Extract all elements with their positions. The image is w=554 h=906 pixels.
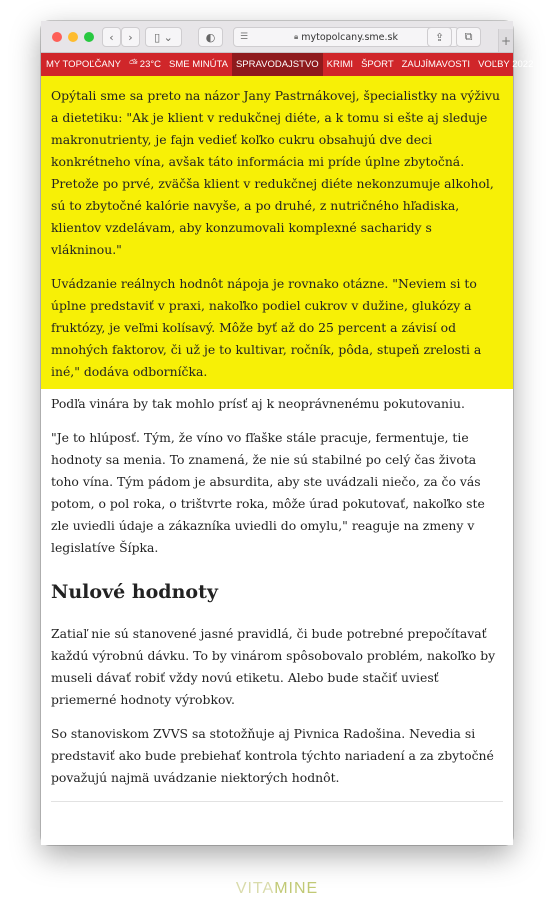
nav-item-sport[interactable] [357,53,398,76]
article-body [41,389,513,789]
forward-button[interactable] [121,27,140,47]
article-paragraph: Podľa vinára by tak mohlo prísť aj k neoprávnenému pokutovaniu. [51,396,465,411]
window-controls [52,32,94,42]
nav-label: SME MINÚTA [169,59,228,70]
sidebar-icon: ▯ ⌄ [154,30,173,44]
chevron-right-icon: › [128,30,133,44]
site-navigation [41,53,534,76]
close-window-button[interactable] [52,32,62,42]
url-text: mytopolcany.sme.sk [301,31,399,43]
minimize-window-button[interactable] [68,32,78,42]
article-paragraph: So stanoviskom ZVVS sa stotožňuje aj Pivnica Radošina. Nevedia si predstaviť ako bude prebiehať kontrola týchto nariadení a za zbytočné považujú najmä uvádzanie niektorých hodnôt. [51,726,494,785]
highlighted-quote-box [41,76,513,389]
temperature-label: 23°C [139,59,162,70]
new-tab-button[interactable] [498,29,513,52]
maximize-window-button[interactable] [84,32,94,42]
privacy-button[interactable] [198,27,223,47]
divider [51,801,503,802]
section-heading: Nulové hodnoty [51,581,218,603]
shield-icon: ◐ [205,30,216,44]
nav-item-home[interactable] [41,53,125,76]
plus-icon: + [500,33,512,48]
article-content [41,76,513,845]
article-paragraph: Uvádzanie reálnych hodnôt nápoja je rovnako otázne. "Neviem si to úplne predstaviť v praxi, nakoľko podiel cukrov v dužine, glukózy a fruktózy, je veľmi kolísavý. Môže byť až do 25 percent a závisí od mnohých faktorov, či už je to kultivar, ročník, pôda, stupeň zrelosti a iné," dodáva odborníčka. [51,276,482,379]
nav-label: SPRAVODAJSTVO [235,59,319,70]
logo-part-mine: MINE [274,880,319,897]
back-button[interactable] [102,27,121,47]
sidebar-toggle-button[interactable] [145,27,182,47]
share-button[interactable] [427,27,452,47]
lock-icon: 🔒︎ [293,32,299,41]
tabs-overview-button[interactable] [456,27,481,47]
reader-icon[interactable]: ☰ [240,32,249,42]
nav-label: MY TOPOĽČANY [46,59,121,70]
nav-label: ŠPORT [361,59,394,70]
nav-item-weather[interactable] [125,53,165,76]
article-paragraph: Opýtali sme sa preto na názor Jany Pastrnákovej, špecialistky na výživu a dietetiku: "Ak je klient v redukčnej diéte, a k tomu si ešte aj sleduje makronutrienty, je fajn vedieť koľko cukru obsahujú dve deci konkrétneho vína, avšak táto informácia mi príde úplne zbytočná. Pretože po prvé, zväčša klient v redukčnej diéte nekonzumuje alkohol, sú to zbytočné kalórie navyše, a po druhé, z nutričného hľadiska, klientov vzdelávam, aby konzumovali komplexné sacharidy s vlákninou." [51,88,500,257]
article-paragraph: "Je to hlúposť. Tým, že víno vo fľaške stále pracuje, fermentuje, tie hodnoty sa menia. To znamená, že nie sú stabilné po celý čas života toho vína. Tým pádom je absurdita, aby ste uvádzali niečo, za čo vás potom, o pol roka, o trištvrte roka, môže úrad pokutovať, nakoľko ste zle uviedli údaje a zákazníka uviedli do omylu," reaguje na zmeny v legislatíve Šípka. [51,430,485,555]
chevron-left-icon: ‹ [109,30,114,44]
vitamine-logo [0,880,554,898]
address-bar[interactable] [233,27,459,47]
nav-item-spravodajstvo[interactable] [232,53,323,76]
tabs-icon: ⧉ [464,30,473,43]
browser-window [41,21,534,845]
browser-toolbar [41,21,513,53]
nav-item-zaujimavosti[interactable] [398,53,474,76]
nav-item-volby[interactable] [474,53,537,76]
nav-label: KRIMI [326,59,354,70]
weather-icon: ⛅︎ [128,58,138,70]
nav-item-krimi[interactable] [323,53,357,76]
nav-label: ZAUJÍMAVOSTI [401,59,471,70]
article-paragraph: Zatiaľ nie sú stanovené jasné pravidlá, či bude potrebné prepočítavať každú výrobnú dávku. To by vinárom spôsobovalo problém, nakoľko by museli dávať robiť vždy novú etiketu. Alebo bude stačiť uviesť priemerné hodnoty výrobkov. [51,626,496,707]
share-icon: ⇪ [434,30,445,44]
logo-part-vita: VITA [235,880,275,897]
nav-item-sme-minuta[interactable] [165,53,232,76]
nav-label: VOĽBY 2022 [478,59,534,70]
